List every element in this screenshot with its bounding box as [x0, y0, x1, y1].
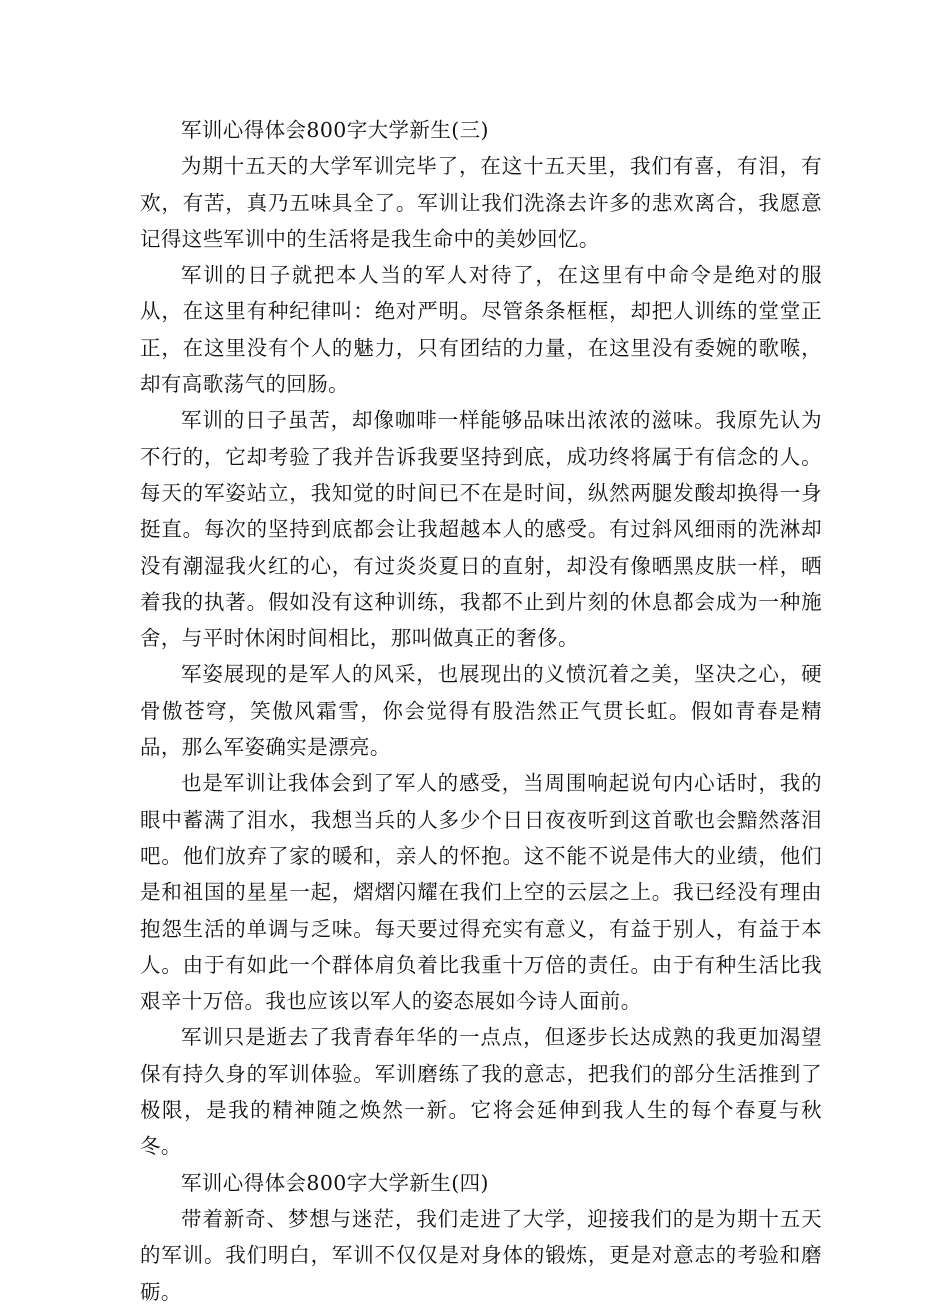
section-heading-4: 军训心得体会800字大学新生(四) — [181, 1170, 489, 1195]
paragraph: 军训的日子就把本人当的军人对待了，在这里有中命令是绝对的服从，在这里有种纪律叫：绝对严明。尽管条条框框，却把人训练的堂堂正正，在这里没有个人的魅力，只有团结的力量，在这里没有委婉的歌喉，却有高歌荡气的回肠。 — [140, 263, 822, 397]
paragraph: 为期十五天的大学军训完毕了，在这十五天里，我们有喜，有泪，有欢，有苦，真乃五味具全了。军训让我们洗涤去许多的悲欢离合，我愿意记得这些军训中的生活将是我生命中的美妙回忆。 — [140, 154, 822, 251]
paragraph: 军姿展现的是军人的风采，也展现出的义愤沉着之美，坚决之心，硬骨傲苍穹，笑傲风霜雪，你会觉得有股浩然正气贯长虹。假如青春是精品，那么军姿确实是漂亮。 — [140, 662, 822, 760]
paragraph: 也是军训让我体会到了军人的感受，当周围响起说句内心话时，我的眼中蓄满了泪水，我想当兵的人多少个日日夜夜听到这首歌也会黯然落泪吧。他们放弃了家的暖和，亲人的怀抱。这不能不说是伟大的业绩，他们是和祖国的星星一起，熠熠闪耀在我们上空的云层之上。我已经没有理由抱怨生活的单调与乏味。每天要过得充实有意义，有益于别人，有益于本人。由于有如此一个群体肩负着比我重十万倍的责任。由于有种生活比我艰辛十万倍。我也应该以军人的姿态展如今诗人面前。 — [140, 771, 822, 1014]
document-body — [140, 112, 822, 1310]
paragraph: 军训只是逝去了我青春年华的一点点，但逐步长达成熟的我更加渴望保有持久身的军训体验。军训磨练了我的意志，把我们的部分生活推到了极限，是我的精神随之焕然一新。它将会延伸到我人生的每个春夏与秋冬。 — [140, 1025, 822, 1159]
paragraph: 带着新奇、梦想与迷茫，我们走进了大学，迎接我们的是为期十五天的军训。我们明白，军训不仅仅是对身体的锻炼，更是对意志的考验和磨砺。 — [140, 1206, 822, 1304]
paragraph: 军训的日子虽苦，却像咖啡一样能够品味出浓浓的滋味。我原先认为不行的，它却考验了我并告诉我要坚持到底，成功终将属于有信念的人。每天的军姿站立，我知觉的时间已不在是时间，纵然两腿发酸却换得一身挺直。每次的坚持到底都会让我超越本人的感受。有过斜风细雨的洗淋却没有潮湿我火红的心，有过炎炎夏日的直射，却没有像晒黑皮肤一样，晒着我的执著。假如没有这种训练，我都不止到片刻的休息都会成为一种施舍，与平时休闲时间相比，那叫做真正的奢侈。 — [140, 408, 822, 651]
section-heading-3: 军训心得体会800字大学新生(三) — [181, 118, 489, 142]
